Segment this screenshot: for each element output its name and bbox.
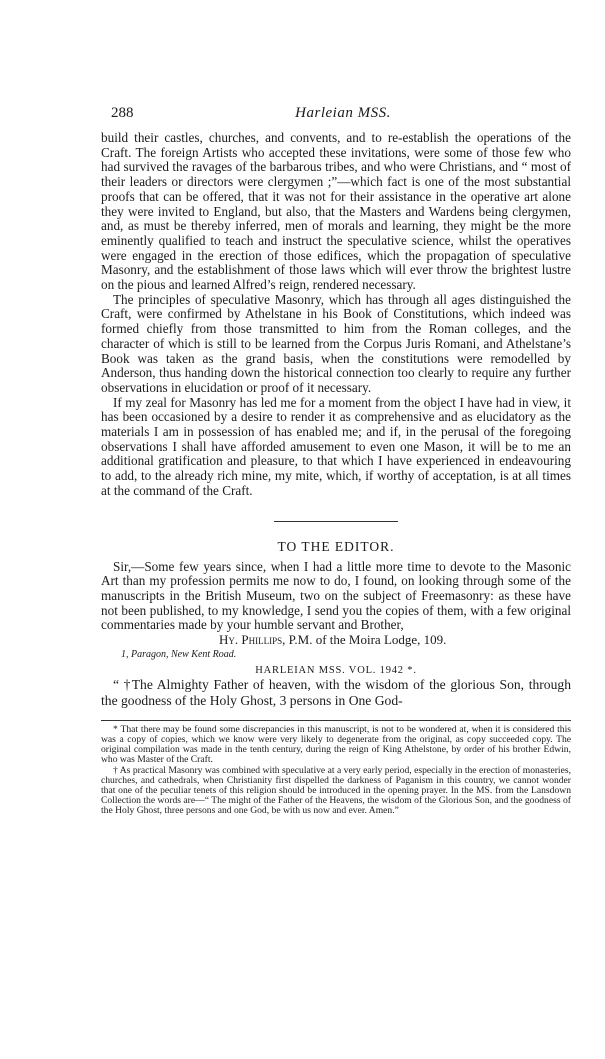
manuscript-heading: HARLEIAN MSS. VOL. 1942 *. — [255, 664, 417, 676]
page-header — [111, 105, 575, 127]
footnote-rule — [101, 720, 571, 721]
footnote-asterisk: * That there may be found some discrepancies in this manuscript, is not to be wondered at, when it is considered this was a copy of copies, which we know were very likely to degenerate from the original, as copy succeeded copy. The original compilation was made in the tenth century, during the reign of King Athelstone, by order of his brother Edwin, who was Master of the Craft. — [101, 723, 571, 766]
page-body — [101, 131, 571, 817]
section-divider — [274, 521, 398, 522]
signature — [101, 633, 571, 648]
paragraph-zeal: If my zeal for Masonry has led me for a moment from the object I have had in view, it has been occasioned by a desire to render it as comprehensive and as elucidatory as the materials I am in possession of has enabled me; and if, in the perusal of the foregoing observations I shall have afforded amusement to even one Mason, it will be to me an additional gratification and pleasure, to that which I have experienced in endeavouring to add, to the already rich mine, my mite, which, if worthy of acceptation, is at all times at the command of the Craft. — [101, 394, 571, 498]
section-title: TO THE EDITOR. — [277, 538, 395, 554]
running-title: Harleian MSS. — [295, 105, 391, 121]
page-number: 288 — [111, 105, 134, 121]
signature-name: Hy. Phillips, — [219, 632, 286, 648]
paragraph-continued: build their castles, churches, and convents, and to re-establish the operations of the Craft. The foreign Artists who accepted these invitations, were some of those few who had survived the ravages of the barbarous tribes, and who were Christians, and “ most of their leaders or directors were clergymen ;”—which fact is one of the most substantial proofs that can be offered, that it was not for their assistance in the operative art alone they were invited to England, but also, that the Masters and Wardens being clergymen, and, as must be thereby inferred, men of morals and learning, they might be the more eminently qualified to teach and instruct the speculative science, whilst the operatives were engaged in the erection of those edifices, which the propagation of speculative Masonry, and the establishment of those laws which will ever throw the brightest lustre on the pious and learned Alfred’s reign, rendered necessary. — [101, 130, 571, 293]
paragraph-principles: The principles of speculative Masonry, which has through all ages distinguished the Craft, were confirmed by Athelstane in his Book of Constitutions, which indeed was formed chiefly from those transmitted to him from the Roman colleges, and the character of which is still to be learned from the Corpus Juris Romani, and Athelstane’s Book was taken as the grand basis, when the constitutions were remodelled by Anderson, thus handing down the historical connection too clearly to require any further observations in elucidation or proof of it necessary. — [101, 291, 571, 395]
letter-paragraph: Sir,—Some few years since, when I had a little more time to devote to the Masonic Art than my profession permits me now to do, I found, on looking through some of the manuscripts in the British Museum, two on the subject of Freemasonry: as these have not been published, to my knowledge, I send you the copies of them, with a few original commentaries made by your humble servant and Brother, — [101, 558, 571, 633]
address: 1, Paragon, New Kent Road. — [121, 648, 237, 660]
manuscript-quote: “ †The Almighty Father of heaven, with the wisdom of the glorious Son, through the goodness of the Holy Ghost, 3 persons in One God- — [101, 676, 571, 708]
signature-lodge: P.M. of the Moira Lodge, 109. — [285, 632, 447, 648]
footnote-dagger: † As practical Masonry was combined with speculative at a very early period, especially in the erection of monasteries, churches, and cathedrals, when Christianity first dispelled the darkness of Paganism in this country, we cannot wonder that one of the peculiar tenets of this religion should be introduced in the opening prayer. In the MS. from the Lansdown Collection the words are—“ The might of the Father of the Heavens, the wisdom of the Glorious Son, and the goodness of the Holy Ghost, three persons and one God, be with us now and ever. Amen.” — [101, 764, 571, 817]
